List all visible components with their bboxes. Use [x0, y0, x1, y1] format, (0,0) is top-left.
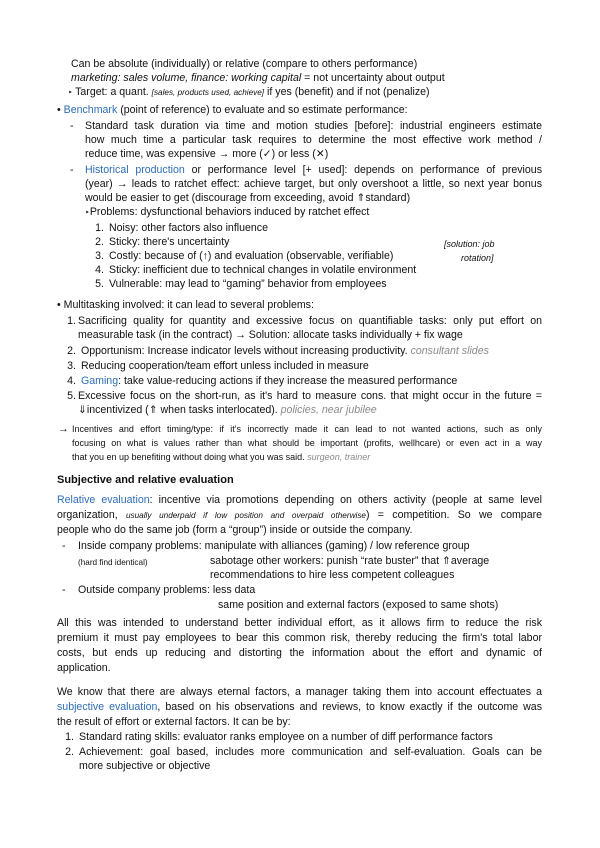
text-line: (year) → leads to ratchet effect: achieve target, but only overshoot a little, so next year bonus: [85, 178, 542, 190]
list-item-text: Sticky: inefficient due to technical changes in volatile environment: [109, 264, 417, 276]
list-number: 2.: [67, 345, 76, 357]
list-item-text: Achievement: goal based, includes more communication and self-evaluation. Goals can be: [79, 746, 542, 758]
text-line: sabotage other workers: punish “rate buster” that ⇑average: [210, 555, 490, 567]
text-line: costs, but ends up reducing and distorting the information about the effort and dynamic of: [57, 647, 542, 659]
list-item: [90, 278, 387, 291]
text-line: [85, 164, 542, 177]
list-number: 3.: [95, 250, 104, 262]
text-line: All this was intended to understand better individual effort, as it allows firm to reduce the risk: [57, 617, 542, 629]
list-item-text: [78, 404, 377, 417]
list-item: [62, 360, 369, 373]
list-item-text: Noisy: other factors also influence: [109, 222, 268, 234]
text-line: Standard task duration via time and motion studies [before]: industrial engineers estimate: [85, 120, 542, 132]
text-span: Multitasking involved: it can lead to several problems:: [63, 299, 314, 311]
text-line: Incentives and effort timing/type: if it's incorrectly made it can lead to not wanted actions, such as only: [72, 424, 542, 434]
list-item-text: Reducing cooperation/team effort unless included in measure: [81, 360, 369, 372]
triangle-bullet-icon: ‣: [68, 88, 76, 97]
list-item: [90, 236, 229, 249]
small-note: (hard find identical): [78, 558, 148, 567]
list-item-text: Standard rating skills: evaluator ranks employee on a number of diff performance factors: [79, 731, 493, 743]
bullet-icon: •: [57, 104, 64, 116]
text-line: recommendations to hire less competent colleagues: [210, 569, 455, 581]
text-line: [57, 509, 542, 522]
list-number: 5.: [67, 390, 76, 402]
list-item-text: Vulnerable: may lead to “gaming” behavior from employees: [109, 278, 387, 290]
dash-icon: -: [70, 164, 74, 176]
grey-note: consultant slides: [410, 345, 489, 357]
italic-text: marketing: sales volume, finance: working capital: [71, 72, 302, 84]
text-line: the result of effort or external factors. It can be by:: [57, 716, 291, 728]
text-line: application.: [57, 662, 111, 674]
bullet-line: [57, 104, 408, 117]
list-number: 2.: [65, 746, 74, 758]
list-item-text: Opportunism: Increase indicator levels without increasing productivity.: [81, 345, 408, 357]
text-span: Target: a quant.: [75, 86, 152, 98]
text-line: would be easier to get (discourage from exceeding, avoid ⇑standard): [85, 192, 411, 204]
text-span: (point of reference) to evaluate and so estimate performance:: [117, 104, 408, 116]
side-note: rotation]: [461, 253, 494, 263]
list-item-text: : take value-reducing actions if they increase the measured performance: [118, 375, 458, 387]
benchmark-term: Benchmark: [63, 104, 118, 116]
triangle-bullet-icon: ‣: [85, 208, 90, 217]
list-number: 4.: [67, 375, 76, 387]
dash-icon: -: [62, 540, 66, 552]
text-span: organization,: [57, 509, 126, 521]
list-item-text: Sacrificing quality for quantity and excessive focus on quantifiable tasks: only put effort on: [78, 315, 542, 327]
text-span: if yes (benefit) and if not (penalize): [264, 86, 430, 98]
list-item-text: Excessive focus on the short-run, as it's hard to measure cons. that might occur in the future =: [78, 390, 542, 402]
text-line: [57, 701, 542, 714]
text-line: reduce time, was expensive → more (✓) or less (✕): [85, 148, 329, 160]
gaming-term: Gaming: [81, 375, 119, 387]
text-span: , based on his observations and reviews, to know exactly if the outcome was: [157, 701, 542, 713]
list-item-text: Sticky: there's uncertainty: [109, 236, 230, 248]
text-line: We know that there are always eternal factors, a manager taking them into account effectuates a: [57, 686, 542, 698]
arrow-icon: →: [58, 423, 69, 435]
side-note: [solution: job: [444, 239, 495, 249]
section-heading: Subjective and relative evaluation: [57, 474, 234, 486]
relative-evaluation-term: Relative evaluation: [57, 494, 150, 506]
text-line: Can be absolute (individually) or relative (compare to others performance): [71, 58, 418, 70]
text-line: [68, 86, 430, 99]
list-item: [60, 731, 493, 744]
list-number: 1.: [95, 222, 104, 234]
text-line: people who do the same job (form a “group”) inside or outside the company.: [57, 524, 413, 536]
list-item: [90, 250, 393, 263]
text-line: [71, 72, 445, 85]
grey-note: surgeon, trainer: [307, 452, 371, 462]
text-line: Outside company problems: less data: [78, 584, 256, 596]
small-italic-text: usually underpaid if low position and overpaid otherwise: [125, 511, 366, 520]
dash-icon: -: [62, 584, 66, 596]
list-item: [90, 222, 268, 235]
grey-note: policies, near jubilee: [280, 404, 377, 416]
text-span: : incentive via promotions depending on others activity (people at same level: [149, 494, 542, 506]
text-span: Problems: dysfunctional behaviors induced by ratchet effect: [89, 206, 370, 218]
text-line: same position and external factors (exposed to same shots): [218, 599, 499, 611]
subjective-evaluation-term: subjective evaluation: [57, 701, 158, 713]
list-number: 4.: [95, 264, 104, 276]
text-span: or performance level [+ used]: depends on performance of previous: [184, 164, 542, 176]
text-line: premium it must pay employees to bear this common risk, thereby reducing the firm's total labor: [57, 632, 542, 644]
text-line: how much time a particular task requires to determine the most effective work method /: [85, 134, 542, 146]
list-item: [62, 345, 489, 358]
text-span: = not uncertainty about output: [301, 72, 445, 84]
text-line: [85, 206, 369, 219]
dash-icon: -: [70, 120, 74, 132]
list-item: [90, 264, 416, 277]
text-line: Inside company problems: manipulate with alliances (gaming) / low reference group: [78, 540, 470, 552]
text-line: [57, 494, 542, 507]
bullet-line: [57, 299, 314, 312]
small-italic-text: [sales, products used, achieve]: [151, 88, 265, 97]
historical-production-term: Historical production: [85, 164, 185, 176]
text-line: focusing on what is values rather than what should be important (profits, wellhcare) or even act in a way: [72, 438, 542, 448]
list-item: [62, 375, 457, 388]
text-span: ) = competition. So we compare: [365, 509, 543, 521]
list-number: 5.: [95, 278, 104, 290]
list-item-text: more subjective or objective: [79, 760, 211, 772]
list-number: 2.: [95, 236, 104, 248]
bullet-icon: •: [57, 299, 64, 311]
list-number: 1.: [67, 315, 76, 327]
list-number: 3.: [67, 360, 76, 372]
text-span: ⇓incentivized (⇑ when tasks interlocated).: [78, 404, 278, 416]
list-number: 1.: [65, 731, 74, 743]
text-line: [72, 451, 370, 464]
list-item-text: measurable task (in the contract) → Solution: allocate tasks individually + fix wage: [78, 329, 463, 341]
text-span: that you en up benefiting without doing what you was said.: [72, 452, 305, 462]
list-item-text: Costly: because of (↑) and evaluation (observable, verifiable): [109, 250, 394, 262]
